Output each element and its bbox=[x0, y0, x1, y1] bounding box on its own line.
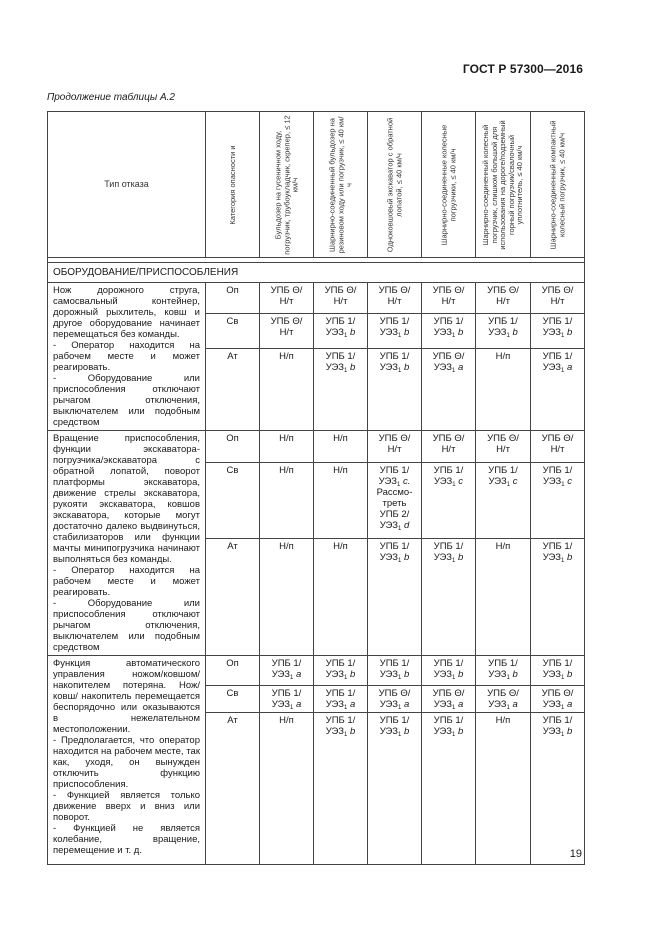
hazard-table bbox=[47, 111, 585, 865]
requirement-cell: Н/п bbox=[314, 539, 368, 656]
column-header-backhoe-excavator: Одноковшовый экскаватор с обратной лопатой, ≤ 40 км/ч bbox=[368, 112, 422, 258]
column-header-articulated-bulldozer: Шарнирно-соединенный бульдозер на резиновом ходу или погрузчик, ≤ 40 км/ч bbox=[314, 112, 368, 258]
requirement-cell: УПБ 1/ $УЭЗ_1$ b bbox=[422, 713, 476, 865]
requirement-cell: УПБ 1/ $УЭЗ_1$ b bbox=[422, 313, 476, 348]
requirement-cell: УПБ Θ/ Н/т bbox=[260, 283, 314, 314]
section-title: ОБОРУДОВАНИЕ/ПРИСПОСОБЛЕНИЯ bbox=[48, 263, 585, 283]
column-header-large-wheel-loader: Шарнирно-соединенный колесный погрузчик, слишком большой для использования на дороге/подземный горный погрузчик/свалочный уплотнитель, ≤ 40 км/ч bbox=[476, 112, 531, 258]
requirement-cell: УПБ 1/ $УЭЗ_1$ a bbox=[260, 656, 314, 686]
column-header-crawler-bulldozer: Бульдозер на гусеничном ходу, погрузчик, трубоукладчик, скрепер, ≤ 12 км/ч bbox=[260, 112, 314, 258]
requirement-cell: Н/п bbox=[260, 462, 314, 538]
requirement-cell: Н/п bbox=[476, 348, 531, 430]
requirement-cell: УПБ 1/ $УЭЗ_1$ b bbox=[531, 713, 585, 865]
column-header-compact-wheel-loader: Шарнирно-соединенный компактный колесный погрузчик, ≤ 40 км/ч bbox=[531, 112, 585, 258]
requirement-cell: УПБ 1/ $УЭЗ_1$ b bbox=[314, 656, 368, 686]
requirement-cell: УПБ Θ/ Н/т bbox=[422, 431, 476, 463]
hazard-category-cell: Оп bbox=[206, 656, 260, 686]
page-number: 19 bbox=[569, 848, 582, 860]
requirement-cell: УПБ Θ/ Н/т bbox=[368, 431, 422, 463]
requirement-cell: Н/п bbox=[260, 539, 314, 656]
requirement-cell: УПБ 1/ $УЭЗ_1$ b bbox=[314, 713, 368, 865]
requirement-cell: УПБ Θ/ $УЭЗ_1$ a bbox=[476, 686, 531, 713]
requirement-cell: УПБ 1/ $УЭЗ_1$ c. Рассмо- треть УПБ 2/ $УЭЗ_1$ d bbox=[368, 462, 422, 538]
requirement-cell: УПБ 1/ $УЭЗ_1$ b bbox=[422, 539, 476, 656]
requirement-cell: УПБ 1/ $УЭЗ_1$ a bbox=[314, 686, 368, 713]
requirement-cell: УПБ 1/ $УЭЗ_1$ b bbox=[368, 348, 422, 430]
requirement-cell: Н/п bbox=[476, 539, 531, 656]
requirement-cell: УПБ 1/ $УЭЗ_1$ c bbox=[476, 462, 531, 538]
requirement-cell: УПБ 1/ $УЭЗ_1$ a bbox=[260, 686, 314, 713]
requirement-cell: УПБ Θ/ Н/т bbox=[476, 283, 531, 314]
requirement-cell: УПБ Θ/ Н/т bbox=[531, 431, 585, 463]
requirement-cell: Н/п bbox=[314, 431, 368, 463]
table-row bbox=[48, 656, 585, 686]
requirement-cell: Н/п bbox=[260, 713, 314, 865]
table-caption: Продолжение таблицы А.2 bbox=[47, 92, 175, 103]
requirement-cell: УПБ 1/ $УЭЗ_1$ c bbox=[531, 462, 585, 538]
requirement-cell: УПБ Θ/ $УЭЗ_1$ a bbox=[422, 348, 476, 430]
requirement-cell: УПБ Θ/ $УЭЗ_1$ a bbox=[422, 686, 476, 713]
table-row bbox=[48, 283, 585, 314]
hazard-category-cell: Ат bbox=[206, 713, 260, 865]
requirement-cell: Н/п bbox=[476, 713, 531, 865]
requirement-cell: УПБ 1/ $УЭЗ_1$ a bbox=[531, 348, 585, 430]
requirement-cell: УПБ 1/ $УЭЗ_1$ b bbox=[368, 656, 422, 686]
requirement-cell: Н/п bbox=[260, 431, 314, 463]
requirement-cell: УПБ Θ/ Н/т bbox=[368, 283, 422, 314]
document-standard-header: ГОСТ Р 57300—2016 bbox=[462, 62, 583, 76]
requirement-cell: УПБ 1/ $УЭЗ_1$ b bbox=[476, 313, 531, 348]
hazard-category-cell: Оп bbox=[206, 283, 260, 314]
requirement-cell: УПБ Θ/ Н/т bbox=[422, 283, 476, 314]
requirement-cell: УПБ 1/ $УЭЗ_1$ b bbox=[368, 313, 422, 348]
hazard-category-cell: Св bbox=[206, 313, 260, 348]
failure-description: Нож дорожного струга, самосвальный контейнер, дорожный рыхлитель, ковш и другое оборудование начинает перемещаться без команды. - Оператор находится на рабочем месте и может реагировать. - Оборудование или приспособления отключают рычагом отключения, выключателем или подобным средством bbox=[48, 283, 206, 431]
requirement-cell: УПБ Θ/ $УЭЗ_1$ a bbox=[368, 686, 422, 713]
requirement-cell: УПБ Θ/ Н/т bbox=[476, 431, 531, 463]
requirement-cell: УПБ 1/ $УЭЗ_1$ b bbox=[314, 348, 368, 430]
requirement-cell: УПБ 1/ $УЭЗ_1$ b bbox=[314, 313, 368, 348]
column-header-failure-type: Тип отказа bbox=[48, 112, 206, 258]
hazard-category-cell: Ат bbox=[206, 348, 260, 430]
requirement-cell: УПБ 1/ $УЭЗ_1$ b bbox=[531, 313, 585, 348]
requirement-cell: УПБ Θ/ $УЭЗ_1$ a bbox=[531, 686, 585, 713]
requirement-cell: УПБ Θ/ Н/т bbox=[531, 283, 585, 314]
table-row bbox=[48, 431, 585, 463]
requirement-cell: УПБ 1/ $УЭЗ_1$ c bbox=[422, 462, 476, 538]
requirement-cell: УПБ 1/ $УЭЗ_1$ b bbox=[368, 539, 422, 656]
column-header-hazard-category: Категория опасности и bbox=[206, 112, 260, 258]
requirement-cell: УПБ 1/ $УЭЗ_1$ b bbox=[531, 656, 585, 686]
hazard-category-cell: Оп bbox=[206, 431, 260, 463]
requirement-cell: Н/п bbox=[314, 462, 368, 538]
hazard-category-cell: Св bbox=[206, 462, 260, 538]
requirement-cell: УПБ 1/ $УЭЗ_1$ b bbox=[422, 656, 476, 686]
requirement-cell: Н/п bbox=[260, 348, 314, 430]
failure-description: Функция автоматического управления ножом/ковшом/накопителем потеряна. Нож/ковш/ накопитель перемещается беспорядочно или оказываются в нежелательном местоположении. - Предполагается, что оператор находится на рабочем месте, так как, уходя, он вынужден отключить функцию приспособления. - Функцией является только движение вверх и вниз или поворот. - Функцией не является колебание, вращение, перемещение и т. д. bbox=[48, 656, 206, 865]
column-header-articulated-wheel-loaders: Шарнирно-соединенные колесные погрузчики, ≤ 40 км/ч bbox=[422, 112, 476, 258]
hazard-category-cell: Ат bbox=[206, 539, 260, 656]
requirement-cell: УПБ Θ/ Н/т bbox=[260, 313, 314, 348]
hazard-category-cell: Св bbox=[206, 686, 260, 713]
requirement-cell: УПБ Θ/ Н/т bbox=[314, 283, 368, 314]
requirement-cell: УПБ 1/ $УЭЗ_1$ b bbox=[368, 713, 422, 865]
requirement-cell: УПБ 1/ $УЭЗ_1$ b bbox=[476, 656, 531, 686]
failure-description: Вращение приспособления, функции экскаватора-погрузчика/экскаватора с обратной лопатой, поворот платформы экскаватора, движение стрелы экскаватора, рукояти экскаватора, ковшов экскаватора, которые могут достаточно далеко выдвинуться, стабилизаторов или функции мачты минипогрузчика начинают выполняться без команды. - Оператор находится на рабочем месте и может реагировать. - Оборудование или приспособления отключают рычагом отключения, выключателем или подобным средством bbox=[48, 431, 206, 656]
requirement-cell: УПБ 1/ $УЭЗ_1$ b bbox=[531, 539, 585, 656]
